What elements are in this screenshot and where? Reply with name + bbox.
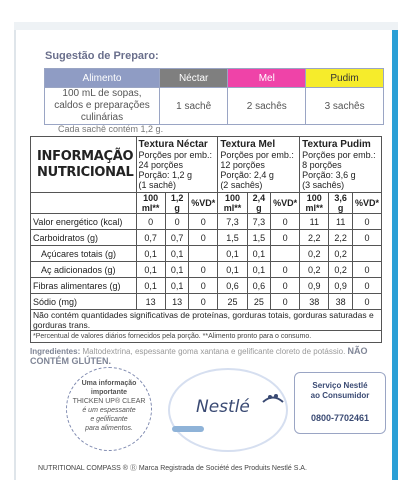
cell (189, 246, 218, 262)
info-line3: THICKEN UP® CLEAR (72, 398, 146, 405)
preparo-nectar-qty: 1 sachê (160, 88, 228, 125)
subheader: %VD* (271, 193, 300, 214)
cell: 0,2 (329, 246, 352, 262)
cell: 38 (300, 294, 329, 310)
subheader: 100 ml** (218, 193, 247, 214)
cell: 0,7 (136, 230, 165, 246)
logo-strip (172, 426, 204, 432)
row-label: Fibras alimentares (g) (31, 278, 137, 294)
cell: 0,9 (329, 278, 352, 294)
cell: 0,1 (218, 246, 247, 262)
texture-mel-l1: Porções por emb.: (220, 150, 294, 160)
row-label: Açúcares totais (g) (31, 246, 137, 262)
row-label: Carboidratos (g) (31, 230, 137, 246)
preparo-title: Sugestão de Preparo: (45, 50, 159, 62)
nutrition-title (31, 137, 137, 193)
subheader: 1,2 g (165, 193, 188, 214)
subheader: 100 ml** (136, 193, 165, 214)
cell: 0 (189, 214, 218, 230)
cell: 0,9 (300, 278, 329, 294)
cell: 0 (271, 294, 300, 310)
info-line6: para alimentos. (85, 425, 133, 432)
cell: 1,5 (218, 230, 247, 246)
info-line1: Uma informação (81, 380, 137, 387)
right-band (392, 30, 398, 480)
cell: 0,6 (247, 278, 270, 294)
nutrition-table (30, 136, 382, 343)
cell: 0,1 (136, 262, 165, 278)
preparo-header-pudim: Pudim (306, 69, 384, 88)
row-label: Aç adicionados (g) (31, 262, 137, 278)
cell: 7,3 (218, 214, 247, 230)
table-row (31, 278, 382, 294)
sac-line1: Serviço Nestlé (312, 381, 368, 390)
table-row (31, 262, 382, 278)
sac-phone: 0800-7702461 (310, 413, 370, 423)
table-row (31, 246, 382, 262)
cell: 0 (271, 262, 300, 278)
cell: 11 (300, 214, 329, 230)
cell: 0,2 (300, 262, 329, 278)
cell (271, 246, 300, 262)
cell: 0 (271, 278, 300, 294)
trademark-footer: NUTRITIONAL COMPASS ® Ⓡ Marca Registrada de Société des Produits Nestlé S.A. (38, 465, 307, 472)
cell (352, 246, 381, 262)
info-line4: é um espessante (82, 407, 136, 414)
cell: 0,1 (165, 278, 188, 294)
texture-pudim-l3: Porção: 3,6 g (302, 170, 356, 180)
cell: 1,5 (247, 230, 270, 246)
cell: 0,2 (300, 246, 329, 262)
ingredients-line (30, 346, 382, 366)
cell: 0 (352, 230, 381, 246)
cell: 11 (329, 214, 352, 230)
cell: 2,2 (329, 230, 352, 246)
preparo-header-mel: Mel (228, 69, 306, 88)
cell: 0 (189, 278, 218, 294)
preparo-header-alimento: Alimento (45, 69, 160, 88)
cell: 0,1 (218, 262, 247, 278)
cell: 0 (271, 214, 300, 230)
cell: 38 (329, 294, 352, 310)
cell: 0 (136, 214, 165, 230)
cell: 0 (352, 294, 381, 310)
cell: 0,1 (165, 262, 188, 278)
gluten-warning: NÃO CONTÉM GLÚTEN. (30, 346, 368, 366)
preparo-header-nectar: Néctar (160, 69, 228, 88)
texture-mel-l2: 12 porções (220, 160, 265, 170)
preparo-pudim-qty: 3 sachês (306, 88, 384, 125)
preparo-alimento-desc: 100 mL de sopas, caldos e preparações culinárias (45, 88, 160, 125)
ingredients-label: Ingredientes: (30, 347, 81, 356)
subheader: %VD* (189, 193, 218, 214)
subheader: 2,4 g (247, 193, 270, 214)
info-line5: e gelificante (90, 416, 128, 423)
nutrition-footnote: Não contém quantidades significativas de proteínas, gorduras totais, gorduras saturadas e gorduras trans. (31, 310, 382, 331)
subheader-blank (31, 193, 137, 214)
cell: 25 (247, 294, 270, 310)
table-row (31, 230, 382, 246)
row-label: Sódio (mg) (31, 294, 137, 310)
cell: 0,1 (247, 262, 270, 278)
cell: 0 (165, 214, 188, 230)
important-info-box (66, 367, 152, 451)
texture-mel-name: Textura Mel (220, 139, 276, 150)
customer-service-box (294, 372, 386, 434)
cell: 0 (352, 278, 381, 294)
cell: 0 (189, 230, 218, 246)
cell: 0 (189, 262, 218, 278)
cell: 25 (218, 294, 247, 310)
top-band (14, 22, 398, 30)
info-line2: importante (90, 389, 128, 396)
texture-mel-l4: (2 sachês) (220, 180, 263, 190)
cell: 0 (271, 230, 300, 246)
cell: 0 (352, 214, 381, 230)
texture-pudim (300, 137, 382, 193)
cell: 0,6 (218, 278, 247, 294)
texture-nectar-l4: (1 sachê) (138, 180, 177, 190)
texture-nectar-l1: Porções por emb.: (138, 150, 213, 160)
cell: 2,2 (300, 230, 329, 246)
preparo-table (44, 68, 384, 125)
sac-line2: ao Consumidor (310, 391, 370, 400)
subheader: 100 ml** (300, 193, 329, 214)
cell: 0,1 (247, 246, 270, 262)
nutrition-title-line1: INFORMAÇÃO (37, 148, 134, 164)
cell: 7,3 (247, 214, 270, 230)
texture-pudim-name: Textura Pudim (302, 139, 371, 150)
cell: 0,1 (165, 246, 188, 262)
cell: 0 (189, 294, 218, 310)
subheader: 3,6 g (329, 193, 352, 214)
nest-icon (262, 390, 284, 408)
texture-pudim-l4: (3 sachês) (302, 180, 345, 190)
texture-pudim-l1: Porções por emb.: (302, 150, 376, 160)
texture-nectar-name: Textura Néctar (138, 139, 208, 150)
texture-nectar-l3: Porção: 1,2 g (138, 170, 193, 180)
cell: 0,1 (136, 246, 165, 262)
cell: 0,2 (329, 262, 352, 278)
texture-nectar-l2: 24 porções (138, 160, 184, 170)
preparo-mel-qty: 2 sachês (228, 88, 306, 125)
subheader: %VD* (352, 193, 381, 214)
cell: 13 (165, 294, 188, 310)
cell: 13 (136, 294, 165, 310)
texture-mel-l3: Porção: 2,4 g (220, 170, 274, 180)
nutrition-title-line2: NUTRICIONAL (37, 164, 134, 180)
table-row (31, 294, 382, 310)
texture-pudim-l2: 8 porções (302, 160, 342, 170)
nestle-logo-text: Nestlé (196, 397, 250, 417)
texture-mel (218, 137, 300, 193)
cell: 0,7 (165, 230, 188, 246)
ingredients-text: Maltodextrina, espessante goma xantana e gelificante cloreto de potássio. (82, 347, 346, 356)
sache-note: Cada sachê contém 1,2 g. (58, 124, 164, 134)
cell: 0,1 (136, 278, 165, 294)
nutrition-footnote-vd: *Percentual de valores diários fornecidos pela porção. **Alimento pronto para o consumo. (31, 331, 382, 343)
texture-nectar (136, 137, 218, 193)
cell: 0 (352, 262, 381, 278)
table-row (31, 214, 382, 230)
row-label: Valor energético (kcal) (31, 214, 137, 230)
